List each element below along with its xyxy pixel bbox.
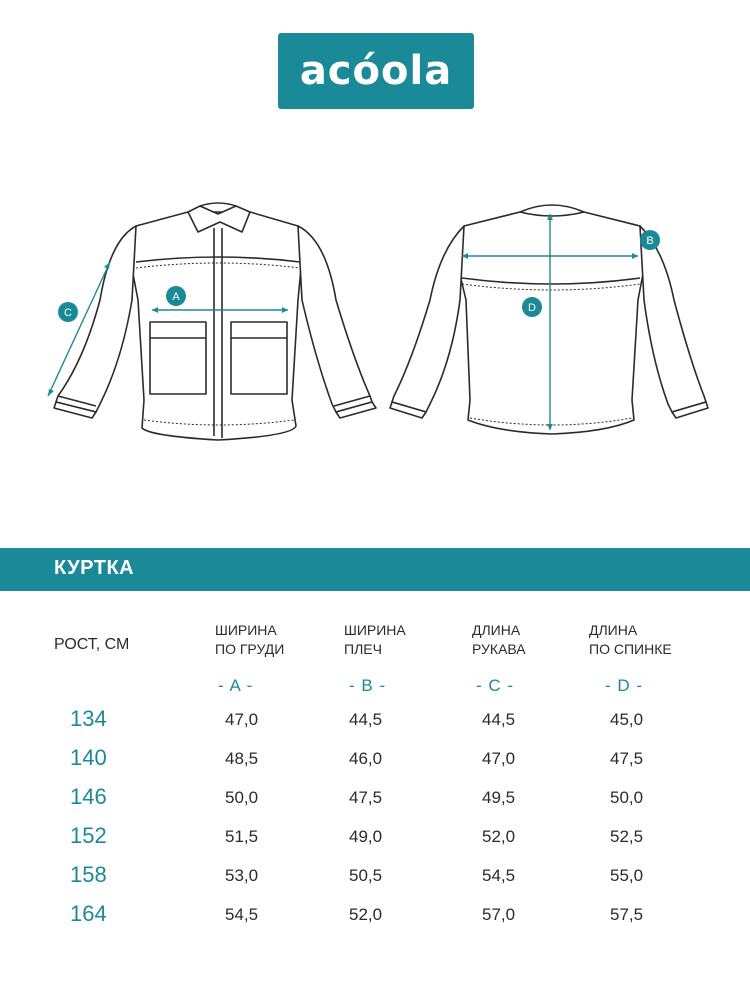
table-cell: 53,0	[225, 866, 259, 885]
table-cell: 51,5	[225, 827, 259, 846]
table-cell: 50,0	[610, 788, 644, 807]
brand-logo	[278, 33, 474, 109]
jacket-back-view	[390, 205, 708, 434]
column-header-line1: ДЛИНА	[589, 622, 638, 638]
label-d-marker	[522, 297, 542, 317]
svg-text:A: A	[172, 291, 180, 303]
column-header-line1: ШИРИНА	[344, 622, 406, 638]
column-header-line2: ПО ГРУДИ	[215, 641, 285, 657]
table-cell: 55,0	[610, 866, 644, 885]
column-header-back-length	[589, 621, 672, 659]
row-header: РОСТ, СМ	[54, 636, 130, 653]
table-cell: 49,5	[482, 788, 516, 807]
column-header-shoulders	[344, 621, 406, 659]
table-cell: 52,5	[610, 827, 644, 846]
section-band	[0, 548, 750, 591]
column-header-line1: ДЛИНА	[472, 622, 521, 638]
row-height: 152	[70, 823, 107, 848]
column-header-sleeve	[472, 621, 526, 659]
column-header-line2: ПЛЕЧ	[344, 641, 382, 657]
jacket-front-view	[54, 203, 376, 440]
column-header-line2: РУКАВА	[472, 641, 526, 657]
table-cell: 50,5	[349, 866, 383, 885]
table-cell: 57,5	[610, 905, 644, 924]
row-height: 146	[70, 784, 107, 809]
section-title: КУРТКА	[54, 557, 135, 579]
svg-text:C: C	[64, 307, 72, 319]
column-header-chest	[215, 621, 284, 659]
svg-text:B: B	[646, 235, 654, 247]
row-height: 140	[70, 745, 107, 770]
row-height: 164	[70, 901, 107, 926]
table-cell: 54,5	[225, 905, 259, 924]
table-cell: 44,5	[349, 710, 383, 729]
table-cell: 47,0	[225, 710, 259, 729]
table-cell: 57,0	[482, 905, 516, 924]
table-cell: 45,0	[610, 710, 644, 729]
table-cell: 54,5	[482, 866, 516, 885]
table-cell: 47,0	[482, 749, 516, 768]
table-cell: 44,5	[482, 710, 516, 729]
table-cell: 50,0	[225, 788, 259, 807]
table-cell: 47,5	[349, 788, 383, 807]
label-b-marker	[640, 230, 660, 250]
table-cell: 52,0	[349, 905, 383, 924]
svg-text:D: D	[528, 302, 536, 314]
label-c-marker	[58, 302, 78, 322]
table-cell: 52,0	[482, 827, 516, 846]
row-height: 134	[70, 706, 107, 731]
column-header-line1: ШИРИНА	[215, 622, 277, 638]
jacket-technical-drawing	[0, 180, 750, 460]
column-letter-d: - D -	[605, 676, 644, 695]
table-cell: 49,0	[349, 827, 383, 846]
column-letter-c: - C -	[476, 676, 515, 695]
table-cell: 47,5	[610, 749, 644, 768]
column-header-line2: ПО СПИНКЕ	[589, 641, 672, 657]
label-a-marker	[166, 286, 186, 306]
logo-text: acóola	[299, 48, 453, 94]
column-letter-b: - B -	[349, 676, 387, 695]
table-cell: 46,0	[349, 749, 383, 768]
column-letter-a: - A -	[218, 676, 254, 695]
table-cell: 48,5	[225, 749, 259, 768]
row-height: 158	[70, 862, 107, 887]
